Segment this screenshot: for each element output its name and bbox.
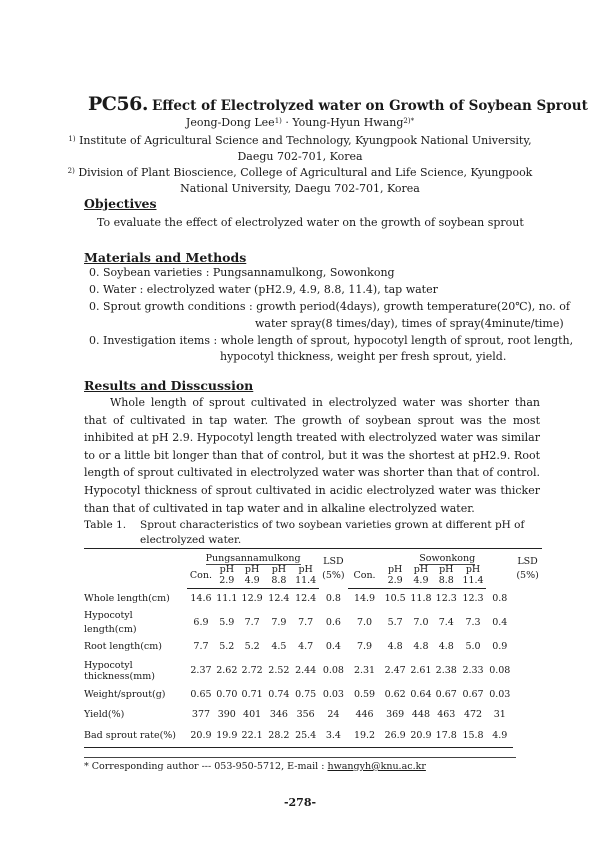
table-cell: 2.37 [190,665,212,676]
author-1-affiliation: 1) [274,117,282,125]
table-caption-line1: Sprout characteristics of two soybean varieties grown at different pH of [140,519,525,531]
ph-value: 8.8 [438,575,454,586]
author-email-link[interactable]: hwangyh@knu.ac.kr [327,761,426,772]
table-cell: 0.9 [492,641,508,652]
title-text: Effect of Electrolyzed water on Growth of Soybean Sprout [151,98,588,114]
table-cell: 26.9 [381,725,409,748]
table-cell: 14.6 [190,593,212,605]
table-cell: 0.08 [322,665,344,676]
table-cell: 0.65 [190,689,212,700]
table-cell: 17.8 [433,725,460,748]
affiliation-2-line1: Division of Plant Bioscience, College of Agricultural and Life Science, Kyungpook [78,166,533,179]
table-cell: 446 [355,709,374,720]
ph-label: pH [244,564,260,575]
table-row [84,589,542,609]
table-cell: 7.7 [298,617,314,628]
footnote-text: * Corresponding author --- 053-950-5712, E-mail : [84,761,328,772]
ph-value: 4.9 [244,575,260,586]
table-cell: 7.0 [356,617,373,628]
row-label [84,609,187,637]
table-cell: 0.4 [492,617,508,628]
table-cell: 448 [411,709,430,720]
author-line [0,116,600,130]
table-cell: 7.4 [438,617,454,628]
table-cell: 11.8 [410,593,432,605]
row-label-text: Bad sprout rate(%) [84,729,177,741]
table-label: Table 1. [84,519,127,531]
author-2: Young-Hyun Hwang [292,116,404,129]
table-cell: 0.62 [384,689,406,700]
table-cell: 10.5 [384,593,406,605]
table-cell: 401 [243,709,262,720]
affiliation-2-city: National University, Daegu 702-701, Korea [180,182,420,195]
ph-label: pH [439,564,454,575]
table-cell: 0.71 [241,689,263,700]
table-cell: 5.9 [219,617,235,628]
table-cell: 7.9 [356,641,373,652]
ph-label: pH [298,564,313,575]
ph-value: 2.9 [219,575,235,586]
table-row [84,685,542,705]
table-cell: 20.9 [409,725,433,748]
table-cell: 0.8 [492,593,508,604]
table-cell: 31 [493,709,506,720]
results-heading: Results and Disscussion [84,378,254,393]
ph-value: 11.4 [295,575,317,586]
table-cell: 7.0 [413,617,429,628]
table-cell: 5.7 [387,617,403,628]
table-cell: 2.44 [295,665,317,676]
affiliation-2 [0,166,600,180]
ph-value: 11.4 [462,575,484,586]
ph-value: 8.8 [271,575,287,586]
table-cell: 369 [386,709,405,720]
method-item-2: 0. Water : electrolyzed water (pH2.9, 4.9, 8.8, 11.4), tap water [89,283,438,296]
table-cell: 7.7 [193,641,209,652]
objectives-heading: Objectives [84,196,157,211]
results-paragraph: Whole length of sprout cultivated in electrolyzed water was shorter than that of cultivated in tap water. The growth of soybean sprout was the most inhibited at pH 2.9. Hypocotyl length treated with electrolyzed water was similar to or a little bit longer than that of control, but it was the shortest at pH2.9. Root length of sprout cultivated in electrolyzed water was shorter than that of control. Hypocotyl thickness of sprout cultivated in acidic electrolyzed water was thicker than that of cultivated in tap water and in alkaline electrolyzed water. [84,396,540,515]
lsd-header-1: LSD [323,555,344,567]
row-label-text: Hypocotyl length(cm) [84,609,137,635]
ph-label: pH [387,564,403,575]
table-header-row-1 [84,549,542,565]
table-cell: 12.9 [241,593,263,605]
table-cell: 7.9 [271,617,287,628]
row-label-text: Hypocotyl [84,659,133,671]
table-cell: 0.8 [325,593,341,604]
abstract-number: PC56. [88,93,148,115]
table-cell: 463 [437,709,456,720]
table-cell: 2.72 [241,665,263,676]
table-cell: 356 [296,709,315,720]
table-cell: 5.2 [244,641,260,652]
ph-label: pH [465,564,481,575]
table-cell: 15.8 [460,725,487,748]
table-cell: 24 [327,709,340,720]
row-label [84,637,187,657]
control-header: Con. [348,564,382,589]
table-cell: 2.61 [410,665,432,676]
paper-title [88,93,588,115]
table-cell: 390 [217,709,236,720]
table-cell: 5.2 [219,641,235,652]
group-header-sowonkong: Sowonkong [419,553,476,564]
table-row [84,705,542,725]
affiliation-2-mark: 2) [67,167,75,175]
ph-label: pH [413,564,429,575]
ph-label: pH [271,564,287,575]
table-cell: 12.4 [295,593,317,605]
lsd-sub-2: (5%) [516,569,539,581]
table-cell: 12.3 [462,593,484,605]
row-label [84,657,187,685]
table-cell: 0.03 [322,689,344,700]
table-cell: 7.7 [244,617,260,628]
table-cell: 5.0 [465,641,481,652]
row-label-text-cont: thickness(mm) [84,670,155,682]
table-cell: 0.4 [325,641,341,652]
table-cell: 22.1 [239,725,266,748]
row-label [84,589,187,609]
table-row [84,609,542,637]
table-cell: 2.62 [216,665,238,676]
table-cell: 4.5 [271,641,287,652]
row-label-text: Root length(cm) [84,640,162,652]
table-row [84,637,542,657]
table-cell: 472 [463,709,483,720]
table-cell: 0.75 [295,689,317,700]
row-label-text: Whole length(cm) [84,592,170,604]
row-label [84,685,187,705]
table-cell: 2.47 [384,665,406,676]
methods-heading: Materials and Methods [84,250,247,265]
table-cell: 11.1 [216,593,238,605]
table-cell: 0.67 [462,689,484,700]
table-body [84,589,542,748]
table-cell: 20.9 [187,725,215,748]
method-item-3-cont: water spray(8 times/day), times of spray(4minute/time) [255,317,564,330]
author-1: Jeong-Dong Lee [185,116,275,129]
ph-value: 2.9 [387,575,403,586]
table-cell: 19.2 [348,725,382,748]
method-item-1: 0. Soybean varieties : Pungsannamulkong, Sowonkong [89,266,395,279]
table-cell: 4.8 [413,641,429,652]
footnote-divider [84,757,516,758]
table-cell: 0.59 [353,689,376,700]
objectives-text: To evaluate the effect of electrolyzed water on the growth of soybean sprout [97,216,524,229]
table-cell: 0.67 [435,689,457,700]
table-cell: 14.9 [353,593,376,605]
table-cell: 12.3 [435,593,457,605]
ph-label: pH [219,564,234,575]
table-cell: 0.64 [410,689,432,700]
table-cell: 19.9 [215,725,239,748]
table-cell: 12.4 [268,593,290,605]
method-item-3: 0. Sprout growth conditions : growth period(4days), growth temperature(20℃), no. of [89,300,570,313]
table-cell: 2.38 [435,665,457,676]
table-cell: 0.08 [489,665,511,676]
table-cell: 346 [269,709,288,720]
table-cell: 6.9 [193,617,209,628]
table-cell: 2.31 [353,665,376,676]
table-cell: 3.4 [319,725,348,748]
table-cell: 4.9 [486,725,513,748]
table-cell: 0.70 [216,689,238,700]
method-item-4: 0. Investigation items : whole length of sprout, hypocotyl length of sprout, root length, [89,334,574,347]
table-cell: 4.7 [298,641,314,652]
table-cell: 28.2 [266,725,293,748]
footnote [84,761,426,772]
page-number: -278- [283,796,317,809]
table-caption-line2: electrolyzed water. [140,534,242,546]
table-cell: 0.03 [489,689,511,700]
table-cell: 377 [191,709,211,720]
table-cell: 4.8 [438,641,454,652]
row-label [84,705,187,725]
row-label [84,725,187,748]
affiliation-1-mark: 1) [68,135,76,143]
table-cell: 7.3 [465,617,481,628]
row-label-text: Yield(%) [84,708,125,720]
table-cell: 25.4 [292,725,319,748]
table-cell: 2.52 [268,665,290,676]
table-row [84,657,542,685]
control-header: Con. [187,564,215,589]
table-cell: 0.6 [325,617,341,628]
affiliation-1-line1: Institute of Agricultural Science and Technology, Kyungpook National University, [79,134,532,147]
author-separator: · [285,116,289,129]
table-caption [84,518,540,548]
affiliation-1 [0,134,600,148]
ph-value: 4.9 [413,575,429,586]
lsd-header-2: LSD [517,555,538,567]
row-label-text: Weight/sprout(g) [84,688,166,700]
affiliation-1-city: Daegu 702-701, Korea [237,150,363,163]
table-cell: 2.33 [462,665,484,676]
group-header-pungsannamulkong: Pungsannamulkong [205,553,301,564]
method-item-4-cont: hypocotyl thickness, weight per fresh sprout, yield. [220,350,507,363]
author-2-affiliation: 2)* [403,117,415,125]
lsd-sub-1: (5%) [322,569,345,581]
table-cell: 4.8 [387,641,403,652]
table-row [84,725,542,748]
table-cell: 0.74 [268,689,290,700]
results-table [84,548,542,748]
